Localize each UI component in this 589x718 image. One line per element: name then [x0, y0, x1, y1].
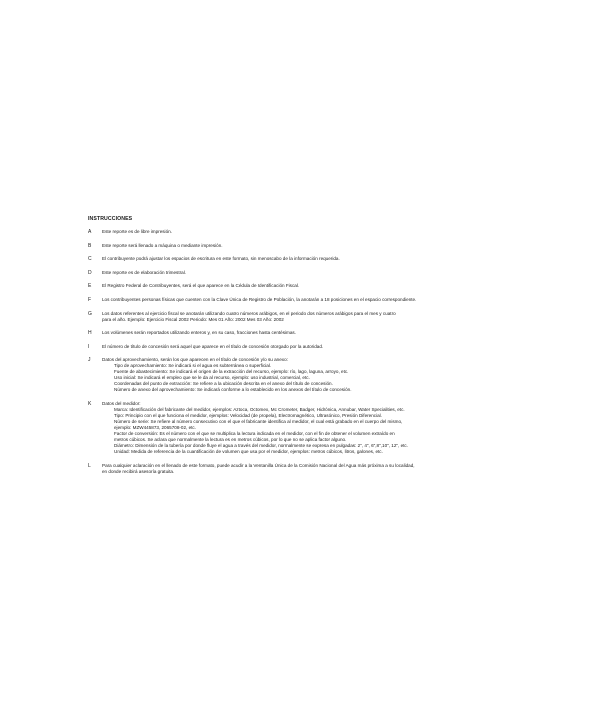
instruction-subline: Tipo: Principio con el que funciona el medidor, ejemplos: Velocidad (de propela), Electromagnético, Ultrasónico, Presión Diferencial.: [114, 412, 382, 418]
instruction-item-e: [88, 283, 548, 289]
instruction-letter: E: [88, 283, 92, 290]
instruction-item-f: [88, 297, 548, 303]
instruction-subline: metros cúbicos. Se aclara que normalmente la lectura es en metros cúbicos, por lo que no se aplica factor alguno.: [114, 436, 347, 442]
instruction-subline: Número de serie: Se refiere al número consecutivo con el que el fabricante identifica al medidor, el cual está grabado en el cuerpo del mismo,: [114, 418, 403, 424]
instruction-item-c: [88, 256, 548, 262]
instruction-item-a: [88, 229, 548, 235]
instruction-text: Este reporte será llenado a máquina o mediante impresión.: [102, 242, 223, 248]
instruction-letter: F: [88, 296, 92, 303]
instruction-text: Los volúmenes serán reportados utilizando enteros y, en su caso, fracciones hasta centésimas.: [102, 330, 296, 336]
instruction-letter: J: [88, 357, 91, 364]
instruction-text-line: para el año. Ejemplo: Ejercicio Fiscal 2002 Periodo: Mes 01 Año: 2002 Mes 03 Año: 2002: [102, 316, 284, 322]
instruction-item-b: [88, 243, 548, 249]
instruction-letter: A: [88, 229, 92, 235]
instruction-intro: Datos del medidor:: [102, 400, 141, 406]
instruction-text-line: Los datos referentes al ejercicio fiscal se anotarán utilizando cuatro números arábigos, en el periodo dos números arábigos para el mes y cuatro: [102, 310, 396, 316]
instruction-letter: I: [88, 343, 90, 350]
instruction-subline: Número de anexo del aprovechamiento: Se indicará conforme a lo establecido en los anexos del título de concesión.: [114, 387, 352, 393]
instruction-subline: Coordenadas del punto de extracción: Se refiere a la ubicación descrita en el anexo del título de concesión.: [114, 381, 333, 387]
instruction-letter: K: [88, 400, 92, 407]
instruction-text: El Registro Federal de Contribuyentes, será el que aparece en la Cédula de Identificación Fiscal.: [102, 283, 300, 289]
instruction-letter: B: [88, 242, 92, 249]
instruction-subline: Uso inicial: Se indicará el empleo que se le da al recurso, ejemplo: uso industrial, comercial, etc.: [114, 375, 310, 381]
instruction-item-d: [88, 270, 548, 276]
instruction-item-g: [88, 311, 548, 323]
instruction-letter: C: [88, 256, 92, 263]
instruction-subline: Tipo de aprovechamiento: Se indicará si el agua es subterránea o superficial.: [114, 363, 272, 369]
instructions-title: INSTRUCCIONES: [88, 216, 133, 222]
instruction-item-j: [88, 357, 548, 393]
instruction-text: Los contribuyentes personas físicas que cuenten con la Clave Única de Registro de Población, la anotarán a 18 posiciones en el espacio correspondiente.: [102, 296, 417, 302]
instruction-item-l: [88, 463, 548, 475]
instruction-item-i: [88, 344, 548, 350]
instruction-text-line: Para cualquier aclaración en el llenado de este formato, puede acudir a la Ventanilla Única de la Comisión Nacional del Agua más próxima a su localidad,: [102, 462, 415, 468]
instruction-subline: Fuente de abastecimiento: Se indicará el origen de la extracción del recurso, ejemplo: río, lago, laguna, arroyo, etc.: [114, 369, 349, 375]
instruction-subline: ejemplo: MZW445873, 2065708-02, etc.: [114, 424, 196, 430]
instruction-text: Este reporte es de libre impresión.: [102, 229, 172, 234]
instruction-text: El número de título de concesión será aquel que aparece en el título de concesión otorgado por la autoridad.: [102, 343, 324, 349]
instruction-letter: L: [88, 462, 91, 469]
instruction-item-k: [88, 401, 548, 455]
instruction-subline: Marca: Identificación del fabricante del medidor, ejemplos: Aztoca, Octomex, Mc Crometer, Badger, Hidrónica, Annubar, Water Specialities, etc.: [114, 406, 405, 412]
instruction-subline: Diámetro: Dimensión de la tubería por donde fluye el agua a través del medidor, normalmente se expresa en pulgadas: 2", 4", 6",8",10", 12", etc.: [114, 442, 408, 448]
instruction-text: El contribuyente podrá ajustar los espacios de escritura en este formato, sin menoscabo de la información requerida.: [102, 256, 340, 262]
instruction-subline: Factor de conversión: Es el número con el que se multiplica la lectura indicada en el medidor, con el fin de obtener el volumen extraído en: [114, 430, 395, 436]
instruction-letter: G: [88, 310, 92, 317]
instruction-text-line: en donde recibirá asesoría gratuita.: [102, 468, 175, 474]
instruction-text: Este reporte es de elaboración trimestral.: [102, 269, 187, 275]
instruction-subline: Unidad: Medida de referencia de la cuantificación de volumen que usa por el medidor, ejemplos: metros cúbicos, litros, galones, etc.: [114, 448, 383, 454]
instruction-intro: Datos del aprovechamiento, serán los que aparecen en el título de concesión y/o su anexo:: [102, 357, 288, 363]
instruction-item-h: [88, 330, 548, 336]
instruction-letter: H: [88, 330, 92, 337]
instruction-letter: D: [88, 269, 92, 276]
instructions-section: [88, 216, 548, 482]
